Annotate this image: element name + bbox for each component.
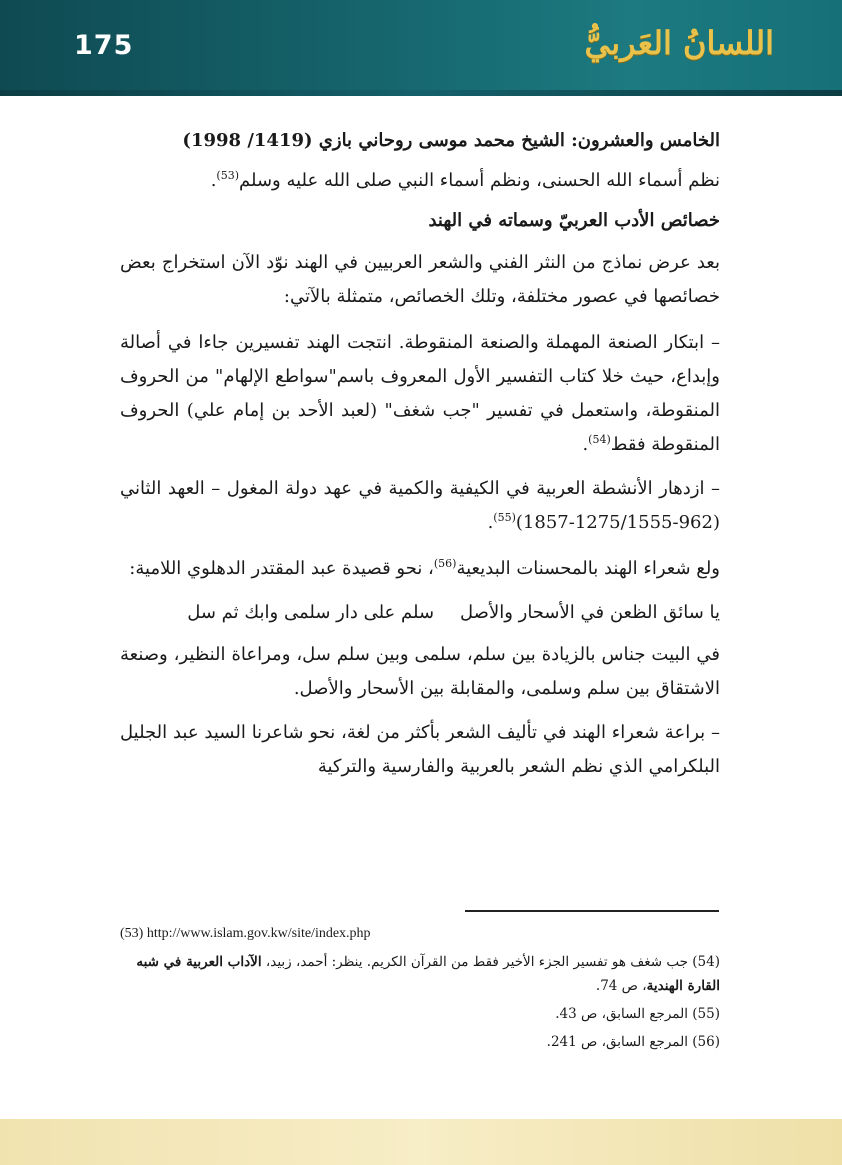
journal-logo: اللسانُ العَربيُّ	[584, 24, 774, 62]
poets-text: ولع شعراء الهند بالمحسنات البديعية	[456, 558, 720, 579]
works-line	[120, 164, 720, 198]
works-text: نظم أسماء الله الحسنى، ونظم أسماء النبي صلى الله عليه وسلم	[239, 170, 720, 191]
section-heading: خصائص الأدب العربيّ وسماته في الهند	[428, 210, 720, 231]
page-footer	[0, 1119, 842, 1165]
page-header	[0, 0, 842, 96]
footnotes	[120, 922, 720, 1054]
list-item-1-period: .	[582, 434, 589, 455]
footnote-ref-54[interactable]: (54)	[588, 433, 611, 446]
list-item-2-text: – ازدهار الأنشطة العربية في الكيفية والكمية في عهد دولة المغول – العهد الثاني (962-1275/1555-1857)	[120, 478, 720, 533]
verse-hemistich-2: سلم على دار سلمى وابك ثم سل	[187, 602, 435, 623]
analysis-paragraph: في البيت جناس بالزيادة بين سلم، سلمى وبين سلم سل، ومراعاة النظير، وصنعة الاشتقاق بين سلم وسلمى، والمقابلة بين الأسحار والأصل.	[120, 644, 720, 699]
list-item-3: – براعة شعراء الهند في تأليف الشعر بأكثر من لغة، نحو شاعرنا السيد عبد الجليل البلكرامي الذي نظم الشعر بالعربية والفارسية والتركية	[120, 722, 720, 777]
intro-paragraph: بعد عرض نماذج من النثر الفني والشعر العربيين في الهند نوّد الآن استخراج بعض خصائصها في عصور مختلفة، وتلك الخصائص، متمثلة بالآتي:	[120, 252, 720, 307]
works-period: .	[210, 170, 217, 191]
footnote-54-text: (54) جب شغف هو تفسير الجزء الأخير فقط من القرآن الكريم. ينظر: أحمد، زبيد،	[261, 954, 720, 970]
footnote-divider	[465, 910, 719, 912]
list-item-2	[120, 472, 720, 540]
poets-paragraph	[120, 552, 720, 586]
footnote-ref-56[interactable]: (56)	[433, 557, 457, 570]
footnote-55: (55) المرجع السابق، ص 43.	[555, 1006, 720, 1022]
footnote-ref-53[interactable]: (53)	[216, 169, 240, 182]
footnote-54-title: الآداب العربية في شبه القارة الهندية	[136, 954, 720, 994]
list-item-1-text: – ابتكار الصنعة المهملة والصنعة المنقوطة. انتجت الهند تفسيرين جاءا في أصالة وإبداع، حيث خلا كتاب التفسير الأول المعروف باسم"سواطع الإلهام" من الحروف المنقوطة، واستعمل في تفسير "جب شغف" (لعبد الأحد بن إمام علي) الحروف المنقوطة فقط	[120, 332, 720, 455]
footnote-ref-55[interactable]: (55)	[493, 511, 516, 524]
poets-text-rest: ، نحو قصيدة عبد المقتدر الدهلوي اللامية:	[129, 558, 434, 579]
main-content	[120, 124, 720, 784]
section-title-line: الخامس والعشرون: الشيخ محمد موسى روحاني بازي (1419/ 1998)	[182, 130, 720, 151]
list-item-2-period: .	[487, 512, 494, 533]
footnote-56: (56) المرجع السابق، ص 241.	[546, 1034, 720, 1050]
verse-hemistich-1: يا سائق الظعن في الأسحار والأصل	[460, 602, 720, 623]
verse-line	[120, 596, 720, 630]
footnote-54-page: ، ص 74.	[595, 978, 647, 994]
footnote-53[interactable]: (53) http://www.islam.gov.kw/site/index.php	[120, 926, 371, 941]
page-number: 175	[74, 30, 134, 61]
list-item-1	[120, 326, 720, 462]
footnote-54	[120, 950, 720, 998]
